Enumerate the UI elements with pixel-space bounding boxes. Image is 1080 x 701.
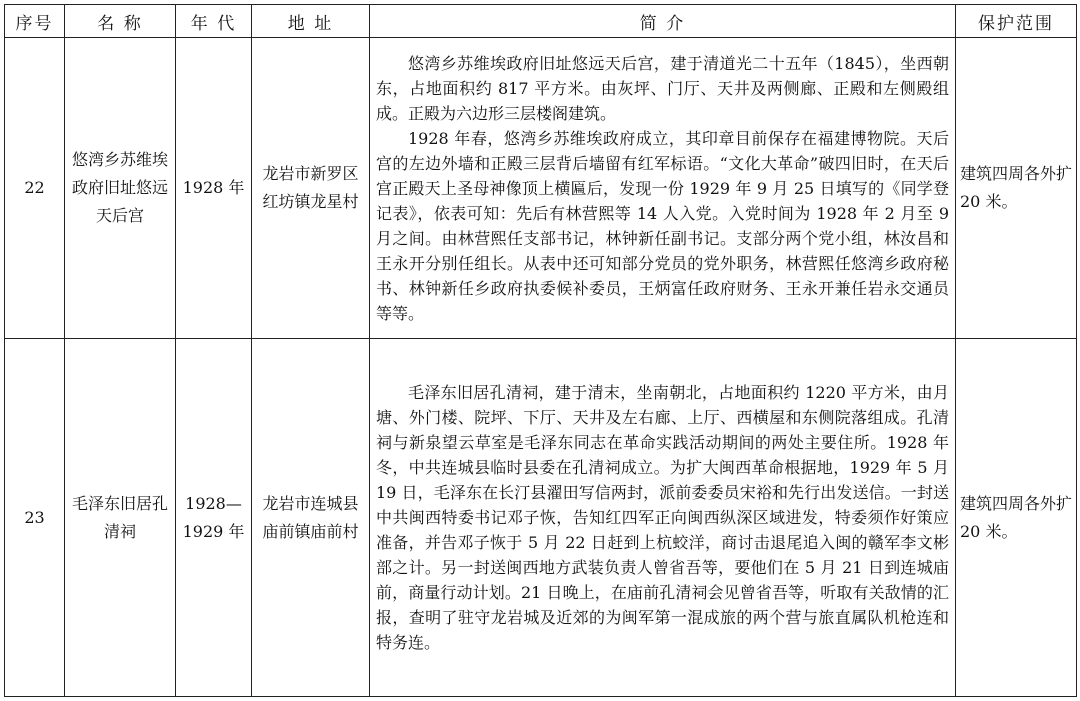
heritage-table [4,4,1077,697]
table-row [5,339,1077,697]
row-index: 23 [5,339,65,697]
header-index: 序号 [5,5,65,38]
intro-paragraph: 毛泽东旧居孔清祠，建于清末，坐南朝北，占地面积约 1220 平方米，由月塘、外门楼、院坪、下厅、天井及左右廊、上厅、西横屋和东侧院落组成。孔清祠与新泉望云草室是毛泽东同志在革命实践活动期间的两处主要住所。1928 年冬，中共连城县临时县委在孔清祠成立。为扩大闽西革命根据地，1929 年 5 月 19 日，毛泽东在长汀县濯田写信两封，派前委委员宋裕和先行出发送信。一封送中共闽西特委书记邓子恢，告知红四军正向闽西纵深区域进发，特委须作好策应准备，并告邓子恢于 5 月 22 日赶到上杭蛟洋，商讨击退尾追入闽的赣军李文彬部之计。另一封送闽西地方武装负责人曾省吾等，要他们在 5 月 21 日到连城庙前，商量行动计划。21 日晚上，在庙前孔清祠会见曾省吾等，听取有关敌情的汇报，查明了驻守龙岩城及近郊的为闽军第一混成旅的两个营与旅直属队机枪连和特务连。 [376,383,949,652]
row-era: 1928—1929 年 [176,339,252,697]
row-address: 龙岩市连城县庙前镇庙前村 [252,339,370,697]
header-era: 年 代 [176,5,252,38]
row-range: 建筑四周各外扩 20 米。 [956,339,1077,697]
row-era: 1928 年 [176,38,252,339]
row-intro [370,38,956,339]
header-address: 地 址 [252,5,370,38]
table-row [5,38,1077,339]
intro-paragraph: 1928 年春，悠湾乡苏维埃政府成立，其印章目前保存在福建博物院。天后宫的左边外墙和正殿三层背后墙留有红军标语。“文化大革命”破四旧时，在天后宫正殿天上圣母神像顶上横匾后，发现一份 1929 年 9 月 25 日填写的《同学登记表》，依表可知：先后有林营熙等 14 人入党。入党时间为 1928 年 2 月至 9 月之间。由林营熙任支部书记，林钟新任副书记。支部分两个党小组，林汝昌和王永开分别任组长。从表中还可知部分党员的党外职务，林营熙任悠湾乡政府秘书、林钟新任乡政府执委候补委员，王炳富任政府财务、王永开兼任岩永交通员等等。 [376,128,949,323]
header-name: 名 称 [65,5,176,38]
table-header-row [5,5,1077,38]
row-name: 毛泽东旧居孔清祠 [65,339,176,697]
row-intro [370,339,956,697]
row-index: 22 [5,38,65,339]
row-range: 建筑四周各外扩 20 米。 [956,38,1077,339]
row-name: 悠湾乡苏维埃政府旧址悠远天后宫 [65,38,176,339]
header-intro: 简 介 [370,5,956,38]
header-range: 保护范围 [956,5,1077,38]
row-address: 龙岩市新罗区红坊镇龙星村 [252,38,370,339]
intro-paragraph: 悠湾乡苏维埃政府旧址悠远天后宫，建于清道光二十五年（1845），坐西朝东，占地面积约 817 平方米。由灰坪、门厅、天井及两侧廊、正殿和左侧殿组成。正殿为六边形三层楼阁建筑。 [376,53,949,123]
